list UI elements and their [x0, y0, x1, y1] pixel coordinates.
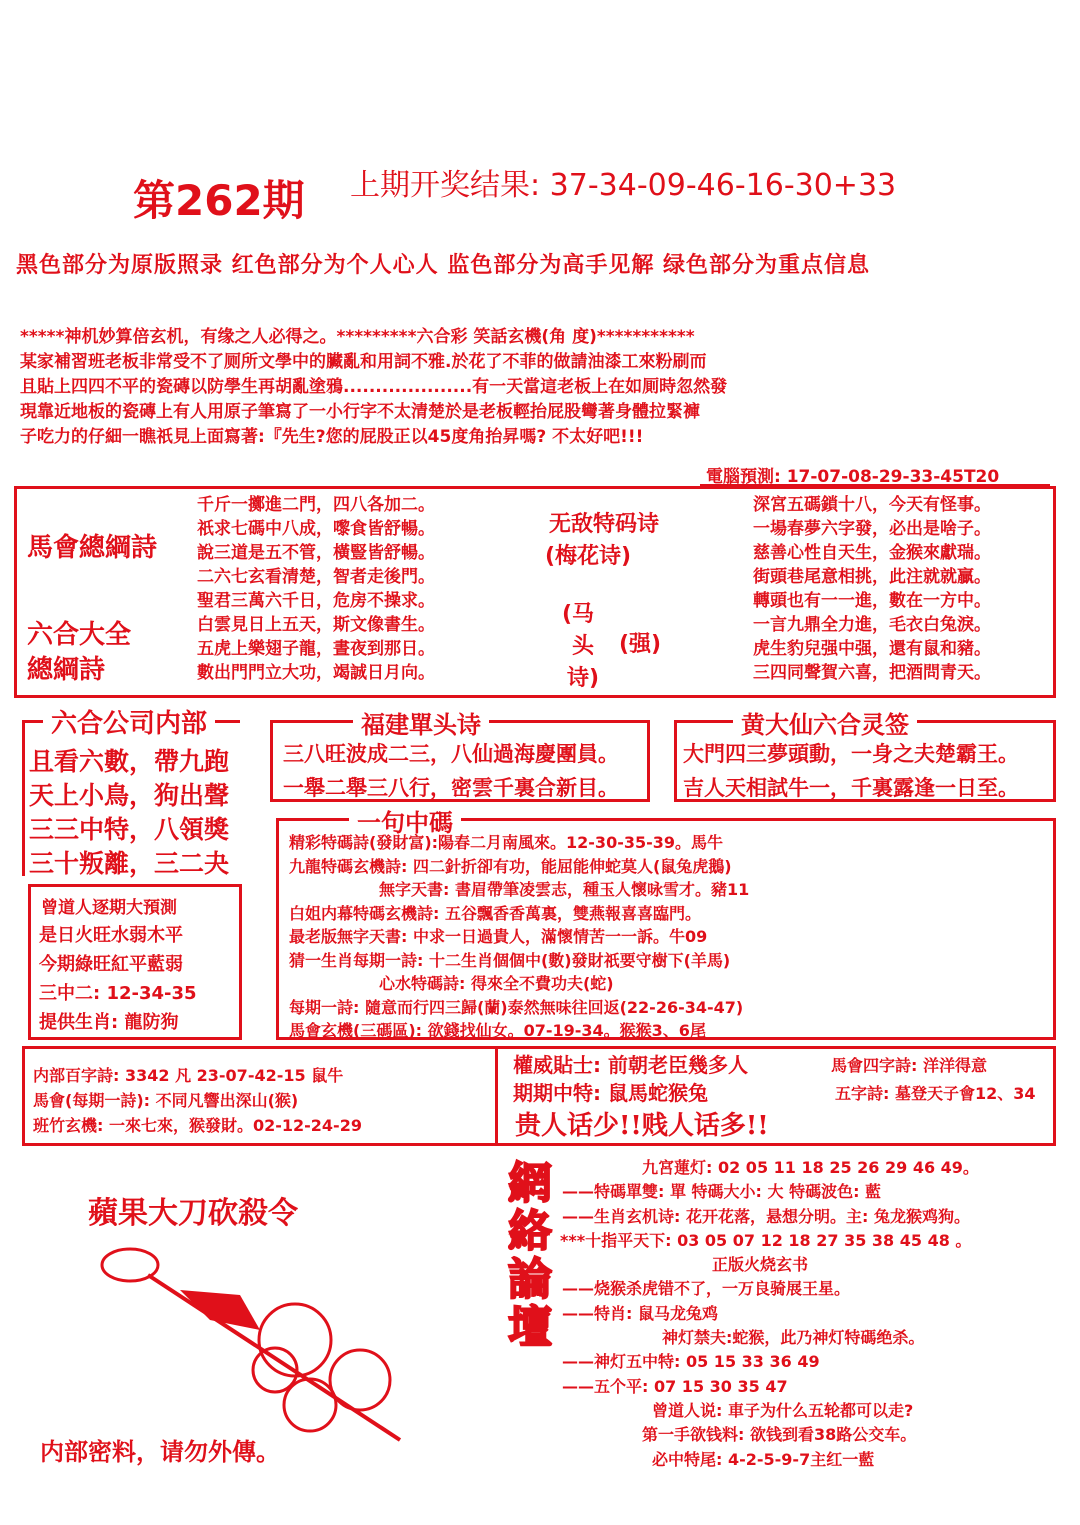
story-line: 現靠近地板的瓷磚上有人用原子筆寫了一小行字不太清楚於是老板輕抬屁股彎著身體拉緊褲: [20, 402, 700, 422]
poem-line: 街頭巷尾意相挑，此注就就贏。: [753, 567, 991, 587]
forum-line: ——特肖: 鼠马龙兔鸡: [562, 1303, 718, 1323]
huangdaxian-line: 大門四三夢頭動，一身之夫楚霸王。: [683, 742, 1019, 766]
huangdaxian-box: [674, 711, 1056, 802]
huangdaxian-lines: [683, 737, 1019, 805]
poem-line: 慈善心性自天生，金猴來獻瑞。: [753, 543, 991, 563]
poem-right-column: [753, 493, 991, 685]
zeng-line: 三中二: 12-34-35: [39, 983, 197, 1004]
forum-char: 壇: [508, 1302, 552, 1353]
forum-line: 第一手欲钱料: 欲钱到看38路公交车。: [642, 1425, 917, 1445]
poem-line: 說三道是五不管，橫豎皆舒暢。: [197, 543, 435, 563]
company-lines: [29, 745, 229, 881]
poem-line: 五虎上樂翅子龍，晝夜到那日。: [197, 639, 435, 659]
zeng-box: [28, 884, 242, 1040]
info-box: [22, 1046, 1056, 1146]
company-line: 三三中特，八領獎: [29, 815, 230, 844]
computer-prediction: 電腦預測: 17-07-08-29-33-45T20: [706, 467, 1000, 487]
zeng-title: 曾道人逐期大預測: [41, 898, 177, 918]
poem-line: 聖君三萬六千日，危房不操求。: [197, 591, 435, 611]
company-line: 三十叛離，三二夬: [29, 849, 230, 878]
internal-material-notice: 内部密料，请勿外傳。: [40, 1437, 280, 1466]
forum-line: ***十指平天下: 03 05 07 12 18 27 35 38 45 48 。: [560, 1230, 972, 1250]
company-title: 六合公司内部: [43, 703, 215, 740]
poem-label-liuhe: 六合大全: [27, 620, 132, 650]
fujian-line: 三八旺波成二三，八仙過海慶團員。: [283, 742, 619, 766]
yiju-title: 一句中碼: [349, 803, 461, 838]
poem-line: 千斤一擲進二門，四八各加二。: [197, 495, 435, 515]
yiju-line: 白姐内幕特碼玄機詩: 五谷飄香香萬裏，雙燕報喜喜臨門。: [289, 903, 701, 923]
sword-illustration: [60, 1235, 420, 1445]
forum-line: 九宮蓮灯: 02 05 11 18 25 26 29 46 49。: [642, 1158, 979, 1177]
forum-line: 曾道人说: 車子为什么五轮都可以走?: [652, 1400, 914, 1420]
poem-line: 轉頭也有一一進，數在一方中。: [753, 591, 991, 611]
huangdaxian-line: 吉人天相試牛一，千裏露逢一日至。: [683, 776, 1019, 800]
yiju-line: 精彩特碼詩(發財富):陽春二月南風來。12-30-35-39。馬牛: [289, 833, 724, 852]
divider: [495, 1046, 498, 1146]
zeng-line: 今期綠旺紅平藍弱: [39, 954, 183, 975]
issue-number: 第262期: [133, 176, 305, 225]
forum-char: 論: [508, 1254, 552, 1305]
color-legend: 黑色部分为原版照录 红色部分为个人心人 监色部分为高手见解 绿色部分为重点信息: [16, 253, 870, 278]
story-line: 某家補習班老板非常受不了厕所文學中的臟亂和用詞不雅.於花了不菲的做請油漆工來粉刷而: [20, 352, 707, 372]
forum-char: 絡: [508, 1206, 552, 1257]
inner-lines: [33, 1063, 362, 1138]
zeng-lines: [39, 921, 197, 1037]
poem-label-zong: 總綱詩: [27, 655, 106, 685]
zeng-line: 提供生肖: 龍防狗: [39, 1012, 179, 1033]
story-line: 子吃力的仔細一瞧祇見上面寫著:『先生?您的屁股正以45度角抬昇嗎? 不太好吧!!!: [20, 427, 644, 447]
poem-line: 一言九鼎全力進，毛衣白兔淚。: [753, 615, 991, 635]
inner-line: 班竹玄機: 一來七來，猴發財。02-12-24-29: [33, 1116, 362, 1135]
forum-line: 神灯禁夫:蛇猴，此乃神灯特碼绝杀。: [662, 1328, 925, 1348]
yiju-line: 心水特碼詩: 得來全不費功夫(蛇): [379, 974, 614, 993]
yiju-line: 最老版無字天書: 中求一日過貴人，滿懷情苦一一訴。牛09: [289, 927, 708, 946]
poem-line: 二六七玄看清楚，智者走後門。: [197, 567, 435, 587]
poem-line: 一場春夢六字發，必出是啥子。: [753, 519, 991, 539]
fujian-box: [270, 711, 650, 802]
last-draw-result: 上期开奖结果: 37-34-09-46-16-30+33: [350, 168, 897, 203]
story-line: *****神机妙算倍玄机，有缘之人必得之。*********六合彩 笑話玄機(角 度)***********: [20, 327, 695, 347]
poem-mid-title: 无敌特码诗: [549, 512, 660, 537]
yiju-line: 每期一詩: 隨意而行四三歸(蘭)泰然無味往回返(22-26-34-47): [289, 997, 744, 1017]
story-line: 且貼上四四不平的瓷磚以防學生再胡亂塗鴉....................有一天當這老板上在如厠時忽然發: [20, 377, 728, 397]
forum-line: 必中特尾: 4-2-5-9-7主红一藍: [652, 1449, 875, 1469]
company-line: 天上小鳥，狗出聲: [29, 781, 230, 810]
every-issue-special: 期期中特: 鼠馬蛇猴兔: [513, 1081, 708, 1105]
poem-box: [14, 486, 1056, 698]
zeng-line: 是日火旺水弱木平: [39, 925, 183, 946]
poem-line: 白雲見日上五天，斯文像書生。: [197, 615, 435, 635]
yiju-line: 九龍特碼玄機詩: 四二針折卻有功，能屈能伸蛇莫人(鼠兔虎鵝): [289, 856, 732, 876]
slogan: 贵人话少!!贱人话多!!: [515, 1111, 769, 1141]
forum-line: ——烧猴杀虎错不了，一万良骑展王星。: [562, 1279, 851, 1299]
joke-story: [20, 325, 1060, 450]
poem-mid-sub: (梅花诗): [545, 544, 632, 569]
yiju-line: 猜一生肖每期一詩: 十二生肖個個中(數)發財祇要守樹下(羊馬): [289, 950, 731, 970]
fujian-line: 一舉二舉三八行，密雲千裏合新目。: [283, 776, 619, 800]
forum-char: 網: [508, 1158, 552, 1209]
poem-mid-shi: 诗): [567, 666, 600, 691]
forum-line: ——神灯五中特: 05 15 33 36 49: [562, 1352, 820, 1372]
five-char-poem: 五字詩: 墓登天子會12、34: [835, 1084, 1036, 1103]
inner-line: 内部百字詩: 3342 凡 23-07-42-15 鼠牛: [33, 1066, 344, 1085]
inner-line: 馬會(每期一詩): 不同凡響出深山(猴): [33, 1091, 299, 1110]
fujian-lines: [283, 737, 619, 805]
yiju-lines: [289, 831, 749, 1043]
forum-vertical-title: [508, 1160, 556, 1352]
forum-line: 正版火烧玄书: [712, 1255, 809, 1275]
poem-line: 虎生豹兒强中强，還有鼠和豬。: [753, 639, 991, 659]
forum-line: ——特碼單雙: 單 特碼大小: 大 特碼波色: 藍: [562, 1182, 882, 1202]
poem-label-mahui: 馬會總綱詩: [27, 533, 158, 563]
poem-mid-ma: (马: [562, 602, 595, 627]
poem-line: 祇求七碼中八成，嚟食皆舒暢。: [197, 519, 435, 539]
company-line: 且看六數，帶九跑: [29, 747, 230, 776]
company-box: [22, 709, 240, 878]
yiju-line: 馬會玄機(三碼區): 欲錢找仙女。07-19-34。猴猴3、6尾: [289, 1021, 706, 1040]
authority-tip: 權威貼士: 前朝老臣幾多人: [513, 1053, 748, 1077]
huangdaxian-title: 黄大仙六合灵签: [733, 705, 917, 740]
forum-line: ——生肖玄机诗: 花开花落，悬想分明。主: 兔龙猴鸡狗。: [562, 1206, 970, 1226]
yiju-line: 無字天書: 書眉帶筆凌雲志，種玉人懷咏雪才。豬11: [379, 880, 750, 899]
poem-mid-qiang: (强): [619, 632, 662, 657]
fujian-title: 福建單头诗: [353, 705, 489, 740]
yiju-box: [276, 809, 1056, 1040]
poem-left-column: [197, 493, 435, 685]
apple-knife-title: 蘋果大刀砍殺令: [88, 1196, 298, 1231]
poem-mid-tou: 头: [572, 634, 595, 659]
poem-line: 數出門門立大功，竭誠日月向。: [197, 663, 435, 683]
mahui-four-char: 馬會四字詩: 洋洋得意: [831, 1056, 987, 1075]
forum-lines: [562, 1156, 979, 1472]
forum-line: ——五个平: 07 15 30 35 47: [562, 1376, 788, 1396]
poem-line: 深宮五碼鎖十八，今天有怪事。: [753, 495, 991, 515]
poem-line: 三四同聲賀六喜，把酒問青天。: [753, 663, 991, 683]
